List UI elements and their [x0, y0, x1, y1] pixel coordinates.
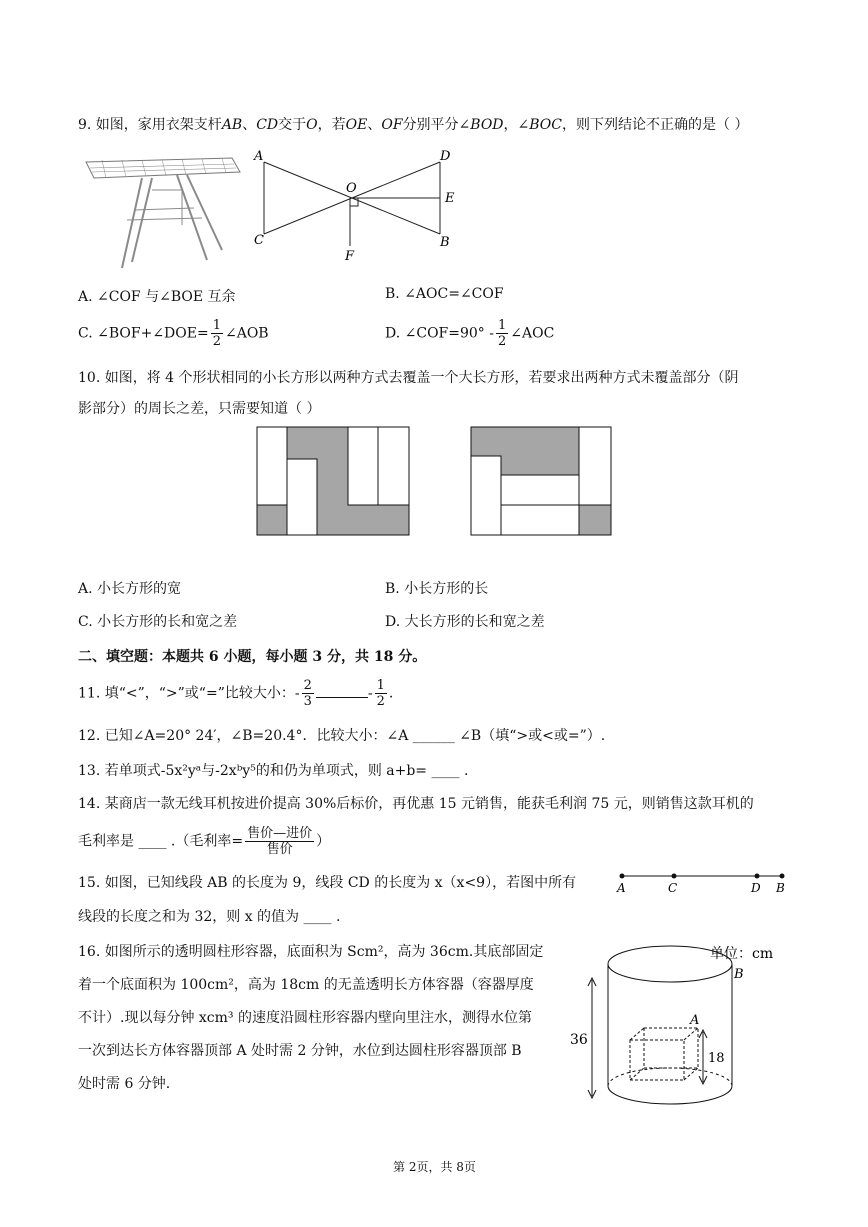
- fraction: $\frac{1}{2}$: [212, 318, 221, 349]
- q16-line2: 着一个底面积为 100cm²，高为 18cm 的无盖透明长方体容器（容器厚度: [78, 977, 534, 993]
- q9-geometry-figure: [250, 146, 470, 264]
- q10-option-a: A. 小长方形的宽: [78, 581, 182, 597]
- q10-option-d: D. 大长方形的长和宽之差: [385, 614, 545, 630]
- q14-line2: 毛利率是 ____ .（毛利率= $\frac{\text{售价—进价}}{\text{售价}}$ ）: [78, 826, 331, 857]
- height-18: 18: [708, 1051, 725, 1066]
- label-a: A: [254, 149, 264, 164]
- q10-option-b: B. 小长方形的长: [385, 581, 489, 597]
- q11: 11. 填“<”，“>”或“=”比较大小：- $\frac{2}{3}$ - $\frac{1}{2}$ .: [78, 678, 394, 709]
- label-c: C: [254, 233, 264, 248]
- q14-line1: 14. 某商店一款无线耳机按进价提高 30%后标价，再优惠 15 元销售，能获毛利润 75 元，则销售这款耳机的: [78, 796, 754, 812]
- q9-option-c: C. ∠BOF+∠DOE= $\frac{1}{2}$ ∠AOB: [78, 318, 269, 349]
- label-a: A: [617, 881, 626, 895]
- q9-option-b: B. ∠AOC=∠COF: [385, 286, 504, 302]
- label-b: B: [440, 235, 450, 250]
- q16-line1: 16. 如图所示的透明圆柱形容器，底面积为 Scm²，高为 36cm.其底部固定: [78, 944, 544, 960]
- label-d: D: [751, 881, 761, 895]
- q10-figure-left: [256, 426, 412, 538]
- unit-label: 单位：cm: [710, 946, 774, 962]
- q15-segment-figure: [612, 866, 792, 896]
- q15-line1: 15. 如图，已知线段 AB 的长度为 9，线段 CD 的长度为 x（x<9），若图中所有: [78, 875, 577, 891]
- label-b: B: [734, 967, 744, 982]
- label-c: C: [668, 881, 678, 895]
- label-e: E: [445, 191, 455, 206]
- page-footer: 第 2页，共 8页: [393, 1160, 476, 1174]
- q16-cylinder-figure: [570, 936, 792, 1114]
- q12: 12. 已知∠A=20° 24′，∠B=20.4°．比较大小：∠A ______ ∠B（填“>或<或=”）.: [78, 728, 606, 744]
- q16-line4: 一次到达长方体容器顶部 A 处时需 2 分钟，水位到达圆柱形容器顶部 B: [78, 1043, 522, 1059]
- q15-line2: 线段的长度之和为 32，则 x 的值为 ____ .: [78, 909, 341, 925]
- q10-line1: 10. 如图，将 4 个形状相同的小长方形以两种方式去覆盖一个大长方形，若要求出两种方式未覆盖部分（阴: [78, 370, 739, 386]
- label-o: O: [346, 181, 357, 196]
- height-36: 36: [570, 1032, 588, 1048]
- q13: 13. 若单项式-5x²yᵃ与-2xᵇy⁵的和仍为单项式，则 a+b= ____ .: [78, 763, 469, 779]
- q9-stem: 9. 如图，家用衣架支杆AB、CD交于O，若OE、OF分别平分∠BOD，∠BOC，则下列结论不正确的是（ ）: [78, 117, 749, 133]
- q10-option-c: C. 小长方形的长和宽之差: [78, 614, 238, 630]
- label-f: F: [345, 249, 355, 264]
- label-b: B: [776, 881, 785, 895]
- q10-figure-right: [470, 426, 614, 538]
- q9-option-d: D. ∠COF=90° - $\frac{1}{2}$ ∠AOC: [385, 318, 555, 349]
- q16-line3: 不计）.现以每分钟 xcm³ 的速度沿圆柱形容器内壁向里注水，测得水位第: [78, 1010, 532, 1026]
- q16-line5: 处时需 6 分钟.: [78, 1076, 171, 1092]
- label-a: A: [690, 1013, 700, 1028]
- fraction: $\frac{\text{售价—进价}}{\text{售价}}$: [247, 826, 313, 857]
- q10-line2: 影部分）的周长之差，只需要知道（ ）: [78, 401, 321, 417]
- drying-rack-image: [82, 150, 242, 275]
- answer-blank[interactable]: [316, 697, 368, 698]
- label-d: D: [440, 149, 451, 164]
- q9-option-a: A. ∠COF 与∠BOE 互余: [78, 289, 236, 305]
- section-heading: 二、填空题：本题共 6 小题，每小题 3 分，共 18 分。: [78, 649, 427, 665]
- fraction: $\frac{2}{3}$: [303, 678, 312, 709]
- fraction: $\frac{1}{2}$: [498, 318, 507, 349]
- fraction: $\frac{1}{2}$: [376, 678, 385, 709]
